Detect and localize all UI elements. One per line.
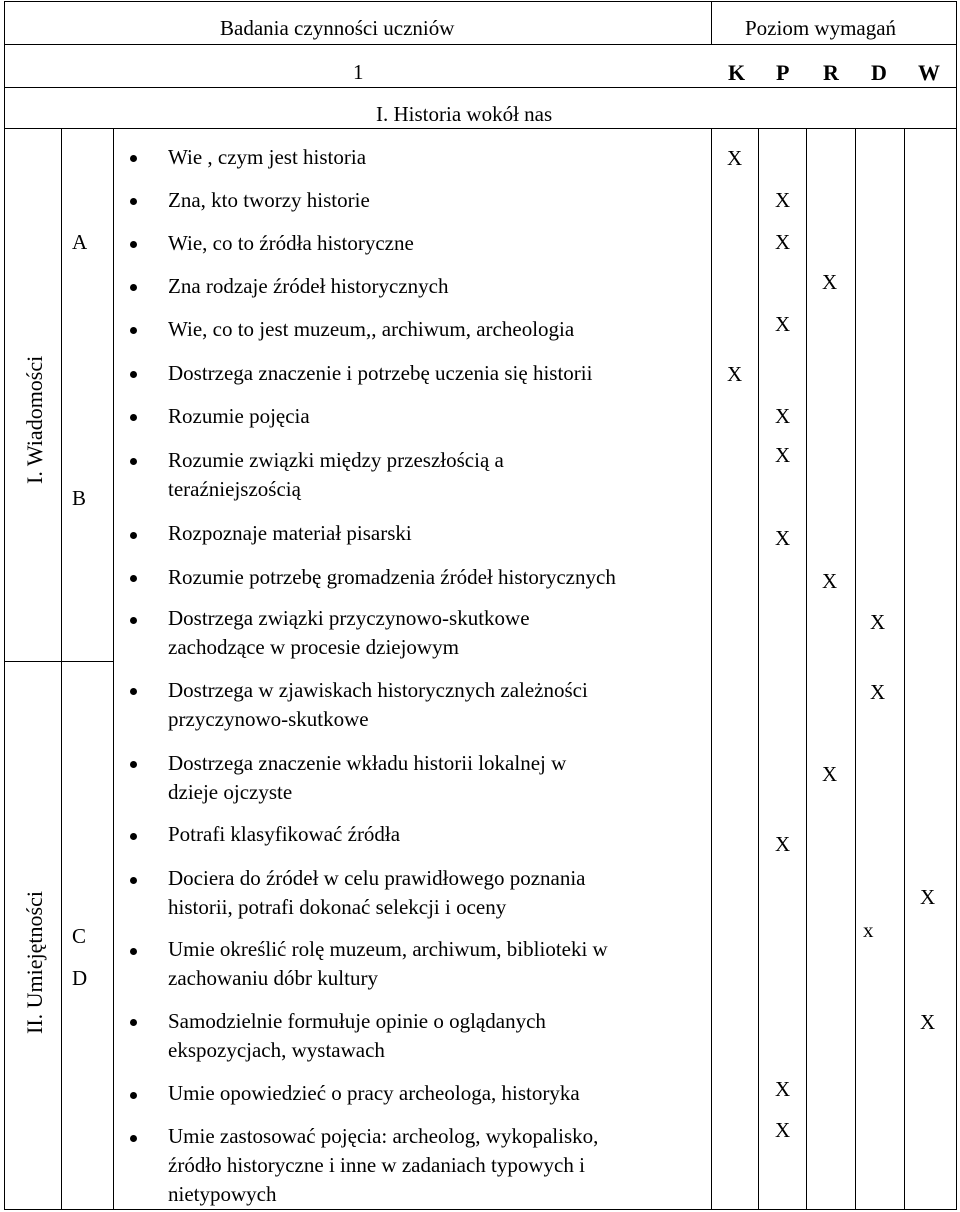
mark-p: X [775, 443, 791, 467]
row-text: Dostrzega związki przyczynowo-skutkowe [168, 606, 530, 630]
row-text: Samodzielnie formułuje opinie o oglądanych [168, 1009, 546, 1033]
mark-p: X [775, 1118, 791, 1142]
mark-d: X [870, 680, 886, 704]
row-text: Umie zastosować pojęcia: archeolog, wykopalisko, [168, 1124, 599, 1148]
bullet [130, 617, 137, 624]
row-text-cont: zachowaniu dóbr kultury [168, 966, 378, 990]
mark-k: X [727, 362, 743, 386]
mark-p: X [775, 230, 791, 254]
bullet [130, 1019, 137, 1026]
bullet [130, 532, 137, 539]
bullet [130, 575, 137, 582]
bullet [130, 948, 137, 955]
bullet [130, 877, 137, 884]
border-k-col [711, 128, 712, 1210]
row-text: Dostrzega znaczenie wkładu historii lokalnej w [168, 751, 567, 775]
row-text: Umie określić rolę muzeum, archiwum, biblioteki w [168, 937, 608, 961]
bullet [130, 198, 137, 205]
mark-r: X [822, 270, 838, 294]
row-text-cont: ekspozycjach, wystawach [168, 1038, 385, 1062]
mark-d-lowercase: x [863, 918, 874, 942]
row-number: 1 [353, 60, 364, 84]
mark-p: X [775, 1077, 791, 1101]
row-text: Potrafi klasyfikować źródła [168, 822, 401, 846]
border-right [956, 1, 957, 1210]
border-header-split [711, 1, 712, 44]
letter-b: B [72, 486, 87, 510]
bullet [130, 1135, 137, 1142]
border-top [4, 1, 957, 2]
border-w-col [904, 128, 905, 1210]
mark-k: X [727, 146, 743, 170]
mark-w: X [920, 1010, 936, 1034]
mark-r: X [822, 569, 838, 593]
row-text: Wie, co to źródła historyczne [168, 231, 414, 255]
row-text: Umie opowiedzieć o pracy archeologa, historyka [168, 1081, 580, 1105]
border-group-col [61, 128, 62, 1210]
mark-p: X [775, 188, 791, 212]
border-bottom [4, 1209, 957, 1210]
border-p-col [758, 128, 759, 1210]
row-text-cont: źródło historyczne i inne w zadaniach typowych i [168, 1153, 585, 1177]
level-w: W [918, 60, 940, 85]
level-p: P [776, 60, 790, 85]
row-text-cont: przyczynowo-skutkowe [168, 707, 369, 731]
column-title-levels: Poziom wymagań [745, 16, 897, 40]
level-r: R [823, 60, 839, 85]
bullet [130, 241, 137, 248]
row-text-cont: teraźniejszością [168, 477, 301, 501]
row-text: Zna rodzaje źródeł historycznych [168, 274, 449, 298]
bullet [130, 833, 137, 840]
border-d-col [855, 128, 856, 1210]
row-text: Wie, co to jest muzeum,, archiwum, archeologia [168, 317, 575, 341]
bullet [130, 458, 137, 465]
row-text-cont: historii, potrafi dokonać selekcji i oceny [168, 895, 507, 919]
bullet [130, 761, 137, 768]
mark-d: X [870, 610, 886, 634]
bullet [130, 371, 137, 378]
mark-p: X [775, 404, 791, 428]
bullet [130, 155, 137, 162]
border-r-col [806, 128, 807, 1210]
group-label-wiadomosci: I. Wiadomości [22, 355, 47, 484]
row-text: Dostrzega w zjawiskach historycznych zależności [168, 678, 588, 702]
letter-c: C [72, 924, 87, 948]
row-text: Wie , czym jest historia [168, 145, 367, 169]
mark-p: X [775, 526, 791, 550]
row-text: Rozumie potrzebę gromadzenia źródeł historycznych [168, 565, 616, 589]
row-text: Rozumie związki między przeszłością a [168, 448, 504, 472]
border-left [4, 1, 5, 1210]
bullet [130, 688, 137, 695]
bullet [130, 327, 137, 334]
section-title: I. Historia wokół nas [376, 102, 553, 126]
border-group-split [4, 661, 114, 662]
row-text: Rozpoznaje materiał pisarski [168, 521, 412, 545]
row-text-cont: nietypowych [168, 1182, 277, 1206]
mark-p: X [775, 832, 791, 856]
mark-w: X [920, 885, 936, 909]
bullet [130, 284, 137, 291]
level-d: D [871, 60, 887, 85]
border-header-2 [4, 87, 957, 88]
row-text-cont: dzieje ojczyste [168, 780, 293, 804]
row-text: Zna, kto tworzy historie [168, 188, 370, 212]
bullet [130, 1092, 137, 1099]
level-k: K [728, 60, 746, 85]
letter-d: D [72, 966, 88, 990]
row-text: Dociera do źródeł w celu prawidłowego poznania [168, 866, 586, 890]
row-text: Dostrzega znaczenie i potrzebę uczenia się historii [168, 361, 593, 385]
group-label-umiejetnosci: II. Umiejętności [22, 891, 47, 1034]
bullet [130, 414, 137, 421]
mark-p: X [775, 312, 791, 336]
mark-r: X [822, 762, 838, 786]
letter-a: A [72, 230, 88, 254]
row-text-cont: zachodzące w procesie dziejowym [168, 635, 459, 659]
row-text: Rozumie pojęcia [168, 404, 310, 428]
border-header-1 [4, 44, 957, 45]
column-title-activities: Badania czynności uczniów [220, 16, 455, 40]
border-letter-col [113, 128, 114, 1210]
